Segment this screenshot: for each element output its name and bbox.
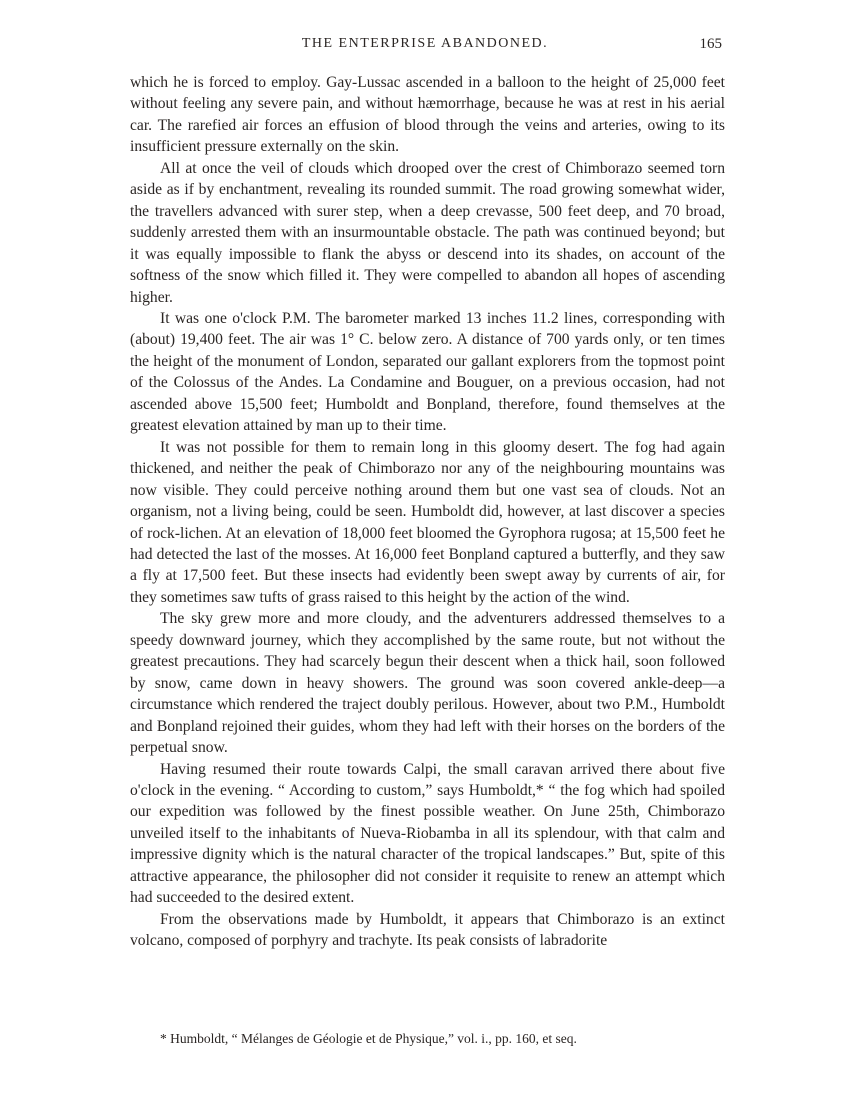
paragraph-4: It was not possible for them to remain long in this gloomy desert. The fog had again thickened, and neither the peak of Chimborazo nor any of the neighbouring mountains was now visible. They could perceive nothing around them but one vast sea of clouds. Not an organism, not a living being, could be seen. Humboldt did, however, at last discover a species of rock-lichen. At an elevation of 18,000 feet bloomed the Gyrophora rugosa; at 15,500 feet he had detected the last of the mosses. At 16,000 feet Bonpland captured a butterfly, and they saw a fly at 17,500 feet. But these insects had evidently been swept away by currents of air, for they sometimes saw tufts of grass raised to this height by the action of the wind. (130, 438, 725, 606)
page-number: 165 (699, 36, 722, 52)
paragraph-7: From the observations made by Humboldt, it appears that Chimborazo is an extinct volcano, composed of porphyry and trachyte. Its peak consists of labradorite (130, 910, 725, 950)
paragraph-2: All at once the veil of clouds which drooped over the crest of Chimborazo seemed torn aside as if by enchantment, revealing its rounded summit. The road growing somewhat wider, the travellers advanced with surer step, when a deep crevasse, 500 feet deep, and 70 broad, suddenly arrested them with an insurmountable obstacle. The path was continued beyond; but it was equally impossible to flank the abyss or descend into its shades, on account of the softness of the snow which filled it. They were compelled to abandon all hopes of ascending higher. (130, 159, 725, 306)
paragraph-5: The sky grew more and more cloudy, and the adventurers addressed themselves to a speedy downward journey, which they accomplished by the same route, but not without the greatest precautions. They had scarcely begun their descent when a thick hail, soon followed by snow, came down in heavy showers. The ground was soon covered ankle-deep—a circumstance which rendered the traject doubly perilous. However, about two P.M., Humboldt and Bonpland rejoined their guides, whom they had left with their horses on the borders of the perpetual snow. (130, 610, 725, 757)
paragraph-3: It was one o'clock P.M. The barometer marked 13 inches 11.2 lines, corresponding with (about) 19,400 feet. The air was 1° C. below zero. A distance of 700 yards only, or ten times the height of the monument of London, separated our gallant explorers from the topmost point of the Colossus of the Andes. La Condamine and Bouguer, on a previous occasion, had not ascended above 15,500 feet; Humboldt and Bonpland, therefore, found themselves at the greatest elevation attained by man up to their time. (130, 309, 725, 435)
running-title: THE ENTERPRISE ABANDONED. (301, 36, 549, 51)
body-text (130, 72, 725, 952)
footnote: * Humboldt, “ Mélanges de Géologie et de Physique,” vol. i., pp. 160, et seq. (160, 1031, 577, 1046)
page-header (128, 36, 722, 60)
paragraph-6: Having resumed their route towards Calpi, the small caravan arrived there about five o'clock in the evening. “ According to custom,” says Humboldt,* “ the fog which had spoiled our expedition was followed by the finest possible weather. On June 25th, Chimborazo unveiled itself to the inhabitants of Nueva-Riobamba in all its splendour, with that calm and impressive dignity which is the natural character of the tropical landscapes.” But, spite of this attractive appearance, the philosopher did not consider it requisite to renew an attempt which had succeeded to the desired extent. (130, 760, 725, 907)
paragraph-1: which he is forced to employ. Gay-Lussac ascended in a balloon to the height of 25,000 feet without feeling any severe pain, and without hæmorrhage, because he was at rest in his aerial car. The rarefied air forces an effusion of blood through the veins and arteries, owing to its insufficient pressure externally on the skin. (130, 74, 725, 156)
